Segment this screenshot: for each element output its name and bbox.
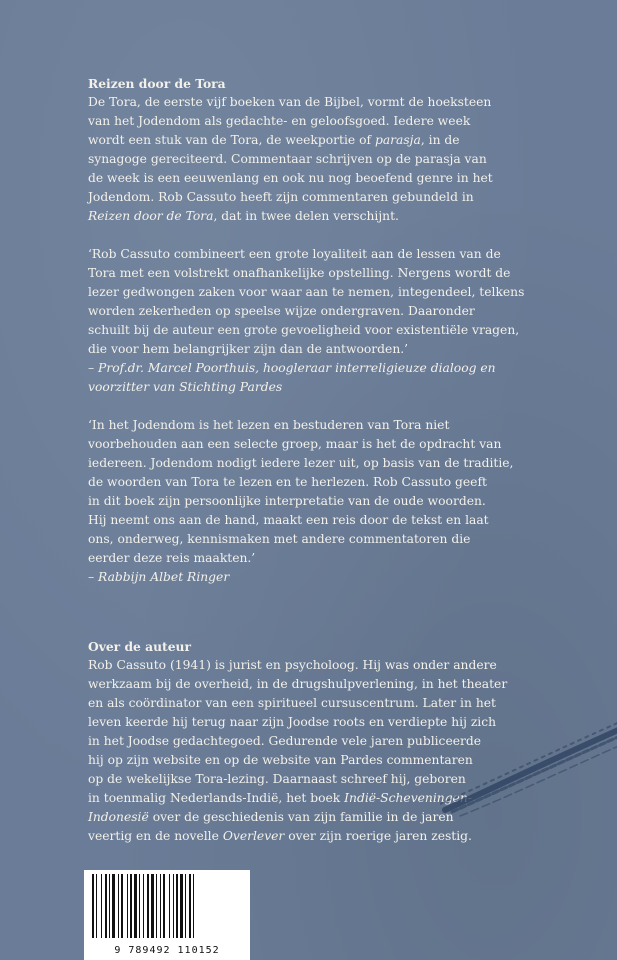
text-line: van het Jodendom als gedachte- en geloofsgoed. Iedere week — [88, 114, 471, 128]
text-line: en als coördinator van een spiritueel cursuscentrum. Later in het — [88, 696, 496, 710]
text-line: leven keerde hij terug naar zijn Joodse roots en verdiepte hij zich — [88, 715, 497, 729]
text-line: in het Joodse gedachtegoed. Gedurende vele jaren publiceerde — [88, 734, 482, 748]
quote-attribution: – Prof.dr. Marcel Poorthuis, hoogleraar interreligieuze dialoog en — [88, 361, 496, 375]
section-heading: Reizen door de Tora — [88, 76, 226, 91]
text-line: in toenmalig Nederlands-Indië, het boek Indië-Scheveningen- — [88, 791, 472, 805]
text-line: hij op zijn website en op de website van Pardes commentaren — [88, 753, 473, 767]
text-line: ons, onderweg, kennismaken met andere commentatoren die — [88, 532, 471, 546]
quote-attribution: – Rabbijn Albet Ringer — [88, 570, 230, 584]
text-line: Tora met een volstrekt onafhankelijke opstelling. Nergens wordt de — [88, 266, 511, 280]
text-line: ‘In het Jodendom is het lezen en bestuderen van Tora niet — [88, 418, 450, 432]
text-line: Rob Cassuto (1941) is jurist en psycholoog. Hij was onder andere — [88, 658, 497, 672]
text-line: ‘Rob Cassuto combineert een grote loyaliteit aan de lessen van de — [88, 247, 501, 261]
quote-poorthuis — [88, 245, 528, 397]
section-heading: Over de auteur — [88, 639, 191, 654]
text-line: Jodendom. Rob Cassuto heeft zijn commentaren gebundeld in — [88, 190, 474, 204]
text-line: werkzaam bij de overheid, in de drugshulpverlening, in het theater — [88, 677, 508, 691]
text-line: op de wekelijkse Tora-lezing. Daarnaast schreef hij, geboren — [88, 772, 466, 786]
barcode-bars — [84, 870, 250, 942]
text-line: de woorden van Tora te lezen en te herlezen. Rob Cassuto geeft — [88, 475, 487, 489]
text-line: Hij neemt ons aan de hand, maakt een reis door de tekst en laat — [88, 513, 489, 527]
quote-ringer — [88, 416, 528, 587]
text-line: Indonesië over de geschiedenis van zijn familie in de jaren — [88, 810, 454, 824]
text-line: in dit boek zijn persoonlijke interpretatie van de oude woorden. — [88, 494, 486, 508]
text-line: die voor hem belangrijker zijn dan de antwoorden.’ — [88, 342, 409, 356]
quote-attribution: voorzitter van Stichting Pardes — [88, 380, 283, 394]
text-line: veertig en de novelle Overlever over zijn roerige jaren zestig. — [88, 829, 472, 843]
text-line: iedereen. Jodendom nodigt iedere lezer uit, op basis van de traditie, — [88, 456, 514, 470]
text-line: eerder deze reis maakten.’ — [88, 551, 256, 565]
text-line: wordt een stuk van de Tora, de weekportie of parasja, in de — [88, 133, 460, 147]
isbn-number: 9 789492 110152 — [114, 945, 220, 956]
text-line: De Tora, de eerste vijf boeken van de Bijbel, vormt de hoeksteen — [88, 95, 492, 109]
text-line: synagoge gereciteerd. Commentaar schrijven op de parasja van — [88, 152, 487, 166]
text-line: worden zekerheden op speelse wijze ondergraven. Daaronder — [88, 304, 475, 318]
text-line: lezer gedwongen zaken voor waar aan te nemen, integendeel, telkens — [88, 285, 525, 299]
intro-paragraph — [88, 93, 528, 226]
blurb-section — [88, 74, 528, 587]
brush-stroke-decoration — [440, 700, 617, 820]
text-line: voorbehouden aan een selecte groep, maar is het de opdracht van — [88, 437, 502, 451]
isbn-barcode — [84, 870, 250, 960]
text-line: Reizen door de Tora, dat in twee delen verschijnt. — [88, 209, 399, 223]
text-line: de week is een eeuwenlang en ook nu nog beoefend genre in het — [88, 171, 493, 185]
text-line: schuilt bij de auteur een grote gevoeligheid voor existentiële vragen, — [88, 323, 520, 337]
